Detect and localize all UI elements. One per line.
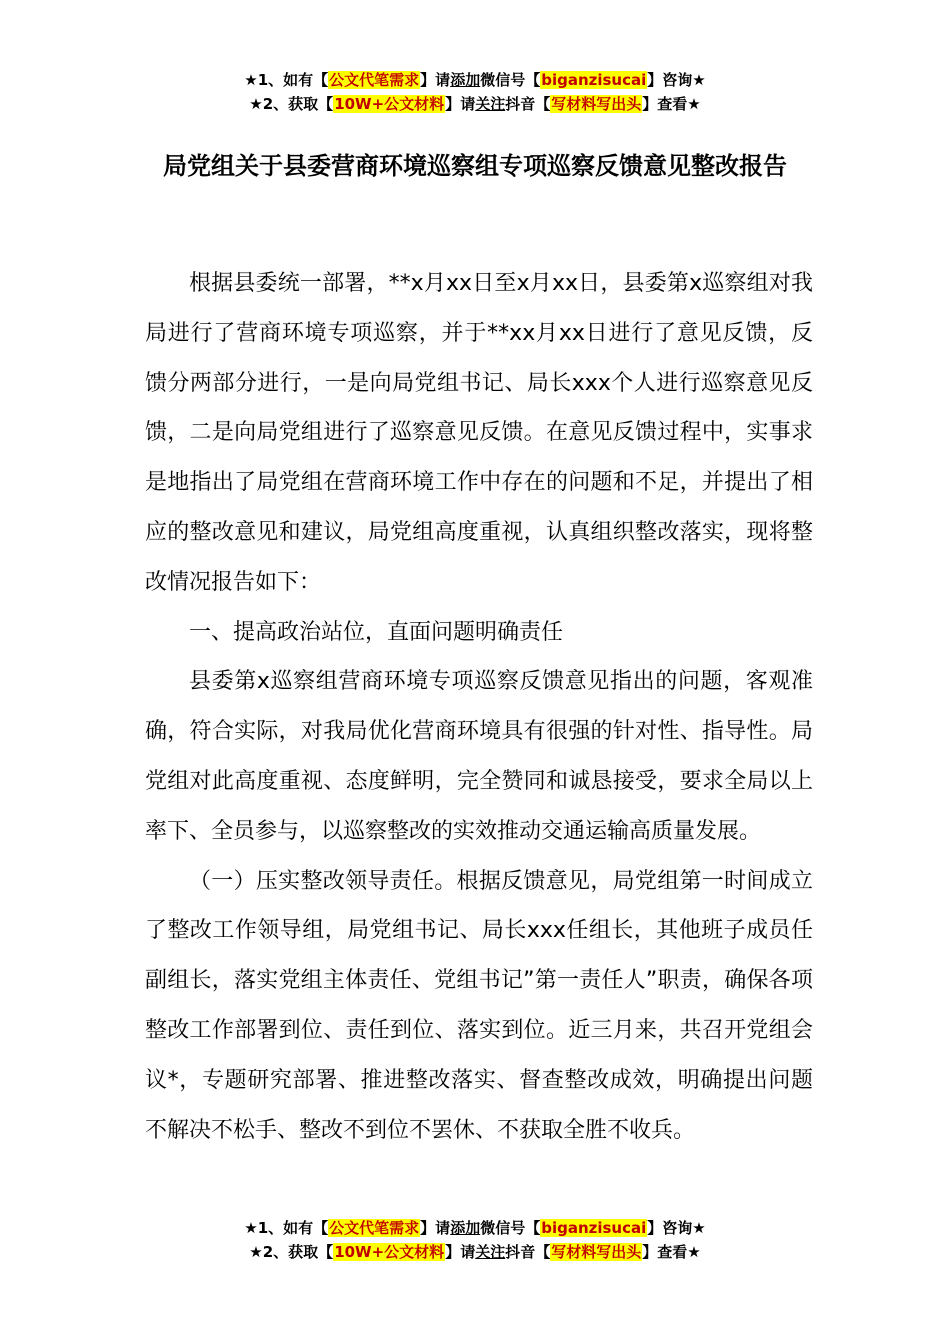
highlight-text: 10W+公文材料: [334, 1243, 445, 1261]
banner-line-1: [0, 68, 950, 92]
banner-text: 抖音【: [505, 95, 551, 113]
paragraph-intro: 根据县委统一部署，**x月xx日至x月xx日，县委第x巡察组对我局进行了营商环境专项巡察，并于**xx月xx日进行了意见反馈，反馈分两部分进行，一是向局党组书记、局长xxx个人进行巡察意见反馈，二是向局党组进行了巡察意见反馈。在意见反馈过程中，实事求是地指出了局党组在营商环境工作中存在的问题和不足，并提出了相应的整改意见和建议，局党组高度重视，认真组织整改落实，现将整改情况报告如下：: [145, 271, 813, 595]
banner-line-2: [0, 92, 950, 116]
banner-text: 微信号【: [480, 71, 541, 89]
footer-banner: [0, 1216, 950, 1264]
underlined-text: 关注: [475, 95, 506, 113]
banner-text: ★1、如有【: [244, 71, 329, 89]
paragraph-section-1: 县委第x巡察组营商环境专项巡察反馈意见指出的问题，客观准确，符合实际，对我局优化营商环境具有很强的针对性、指导性。局党组对此高度重视、态度鲜明，完全赞同和诚恳接受，要求全局以上率下、全员参与，以巡察整改的实效推动交通运输高质量发展。: [145, 669, 813, 844]
banner-text: 】请: [420, 1219, 451, 1237]
section-heading-1: 一、提高政治站位，直面问题明确责任: [189, 619, 564, 645]
underlined-text: 添加: [450, 1219, 481, 1237]
banner-text: 】咨询★: [647, 71, 706, 89]
banner-text: 】请: [420, 71, 451, 89]
banner-line-2: [0, 1240, 950, 1264]
douyin-account: 写材料写出头: [551, 95, 642, 113]
banner-line-1: [0, 1216, 950, 1240]
wechat-id: biganzisucai: [541, 1219, 647, 1237]
banner-text: 】请: [445, 95, 476, 113]
banner-text: 】查看★: [642, 95, 701, 113]
banner-text: ★2、获取【: [249, 1243, 334, 1261]
underlined-text: 添加: [450, 71, 481, 89]
document-body: [145, 259, 813, 1155]
douyin-account: 写材料写出头: [551, 1243, 642, 1261]
highlight-text: 公文代笔需求: [329, 1219, 420, 1237]
banner-text: ★1、如有【: [244, 1219, 329, 1237]
banner-text: 微信号【: [480, 1219, 541, 1237]
underlined-text: 关注: [475, 1243, 506, 1261]
banner-text: 】咨询★: [647, 1219, 706, 1237]
highlight-text: 10W+公文材料: [334, 95, 445, 113]
document-title: 局党组关于县委营商环境巡察组专项巡察反馈意见整改报告: [163, 152, 787, 180]
banner-text: 】查看★: [642, 1243, 701, 1261]
header-banner: [0, 68, 950, 116]
highlight-text: 公文代笔需求: [329, 71, 420, 89]
banner-text: ★2、获取【: [249, 95, 334, 113]
banner-text: 抖音【: [505, 1243, 551, 1261]
paragraph-subsection-1: （一）压实整改领导责任。根据反馈意见，局党组第一时间成立了整改工作领导组，局党组书记、局长xxx任组长，其他班子成员任副组长，落实党组主体责任、党组书记”第一责任人”职责，确保各项整改工作部署到位、责任到位、落实到位。近三月来，共召开党组会议*，专题研究部署、推进整改落实、督查整改成效，明确提出问题不解决不松手、整改不到位不罢休、不获取全胜不收兵。: [145, 868, 813, 1143]
wechat-id: biganzisucai: [541, 71, 647, 89]
banner-text: 】请: [445, 1243, 476, 1261]
